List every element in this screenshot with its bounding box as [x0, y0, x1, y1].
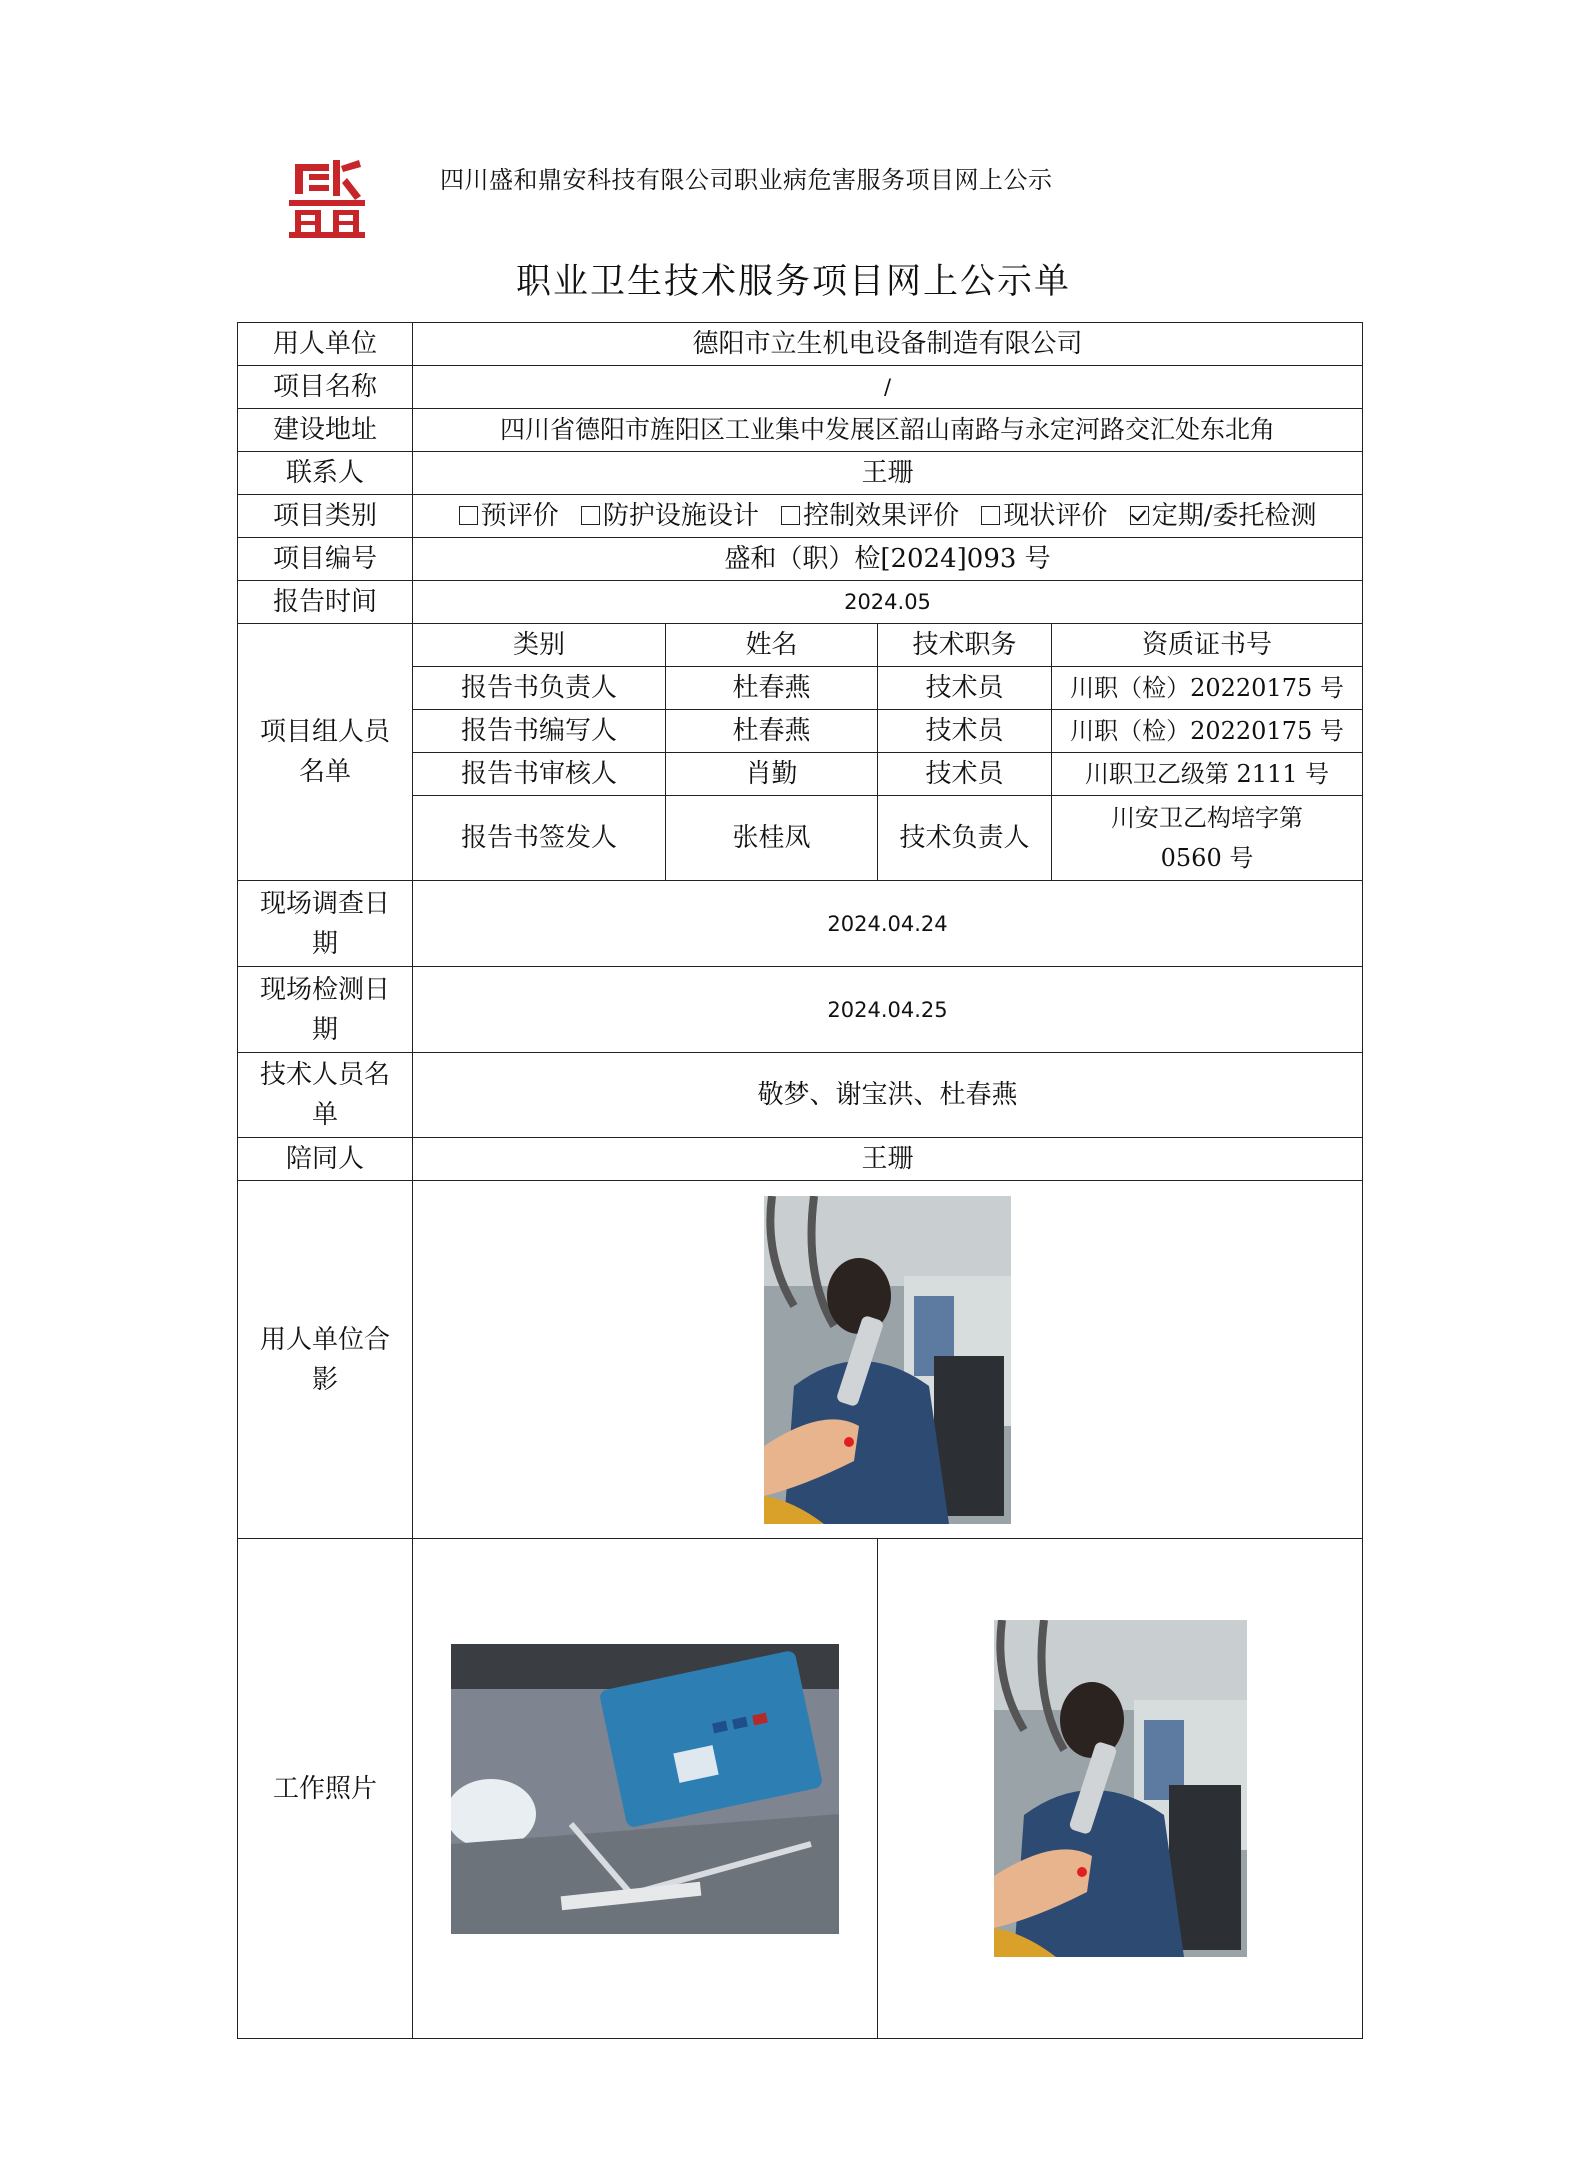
work-photos-label: 工作照片	[238, 1539, 413, 2039]
project-no-value: 盛和（职）检[2024]093 号	[413, 538, 1363, 581]
option-label: 定期/委托检测	[1151, 501, 1317, 531]
option-label: 预评价	[480, 501, 559, 531]
team-label-text: 项目组人员名单	[260, 717, 391, 787]
row-technicians	[238, 1053, 1363, 1138]
team-cell-name: 杜春燕	[666, 710, 878, 753]
group-photo-cell	[413, 1181, 1363, 1539]
team-header-name: 姓名	[666, 624, 878, 667]
category-option-control-effect[interactable]	[781, 501, 959, 531]
work-photo-cell-2	[878, 1539, 1363, 2039]
document-title: 职业卫生技术服务项目网上公示单	[515, 262, 1071, 302]
team-cell-title: 技术员	[878, 753, 1052, 796]
company-header: 四川盛和鼎安科技有限公司职业病危害服务项目网上公示	[440, 166, 1053, 194]
report-time-value: 2024.05	[413, 581, 1363, 624]
survey-date-label	[238, 881, 413, 967]
team-header-title: 技术职务	[878, 624, 1052, 667]
category-option-status-assessment[interactable]	[981, 501, 1107, 531]
team-cell-certificate: 川职（检）20220175 号	[1052, 710, 1363, 753]
address-label: 建设地址	[238, 409, 413, 452]
disclosure-form-table	[237, 322, 1363, 2039]
category-option-periodic-testing[interactable]	[1130, 501, 1317, 531]
row-group-photo	[238, 1181, 1363, 1539]
row-project-no	[238, 538, 1363, 581]
team-cell-role: 报告书审核人	[413, 753, 666, 796]
team-label	[238, 624, 413, 881]
team-header-certificate: 资质证书号	[1052, 624, 1363, 667]
technicians-label-text: 技术人员名单	[259, 1060, 390, 1130]
category-option-pre-assessment[interactable]	[459, 501, 559, 531]
technicians-label	[238, 1053, 413, 1138]
row-address	[238, 409, 1363, 452]
team-header-row	[238, 624, 1363, 667]
team-cell-role: 报告书负责人	[413, 667, 666, 710]
escort-label: 陪同人	[238, 1138, 413, 1181]
project-name-value: /	[413, 366, 1363, 409]
row-report-time	[238, 581, 1363, 624]
escort-value: 王珊	[413, 1138, 1363, 1181]
contact-value: 王珊	[413, 452, 1363, 495]
team-cell-name: 杜春燕	[666, 667, 878, 710]
row-test-date	[238, 967, 1363, 1053]
category-options	[413, 495, 1363, 538]
checkbox-icon	[459, 506, 478, 525]
row-category	[238, 495, 1363, 538]
team-cell-name: 张桂凤	[666, 796, 878, 881]
checkbox-icon	[981, 506, 1000, 525]
row-work-photos	[238, 1539, 1363, 2039]
work-photo-cell-1	[413, 1539, 878, 2039]
team-cell-title: 技术员	[878, 710, 1052, 753]
company-logo-icon	[289, 158, 365, 238]
team-cell-role: 报告书签发人	[413, 796, 666, 881]
checkbox-icon	[581, 506, 600, 525]
category-option-protection-design[interactable]	[581, 501, 759, 531]
test-date-label-text: 现场检测日期	[259, 974, 390, 1045]
group-photo-image	[764, 1196, 1011, 1524]
team-cell-certificate: 川职卫乙级第 2111 号	[1052, 753, 1363, 796]
option-label: 控制效果评价	[803, 501, 960, 531]
group-photo-label-text: 用人单位合影	[259, 1324, 390, 1395]
option-label: 现状评价	[1003, 501, 1108, 531]
survey-date-value: 2024.04.24	[413, 881, 1363, 967]
work-photo-person	[994, 1620, 1247, 1957]
row-employer	[238, 323, 1363, 366]
row-escort	[238, 1138, 1363, 1181]
project-name-label: 项目名称	[238, 366, 413, 409]
team-cell-title: 技术员	[878, 667, 1052, 710]
work-photo-device	[451, 1644, 839, 1934]
row-survey-date	[238, 881, 1363, 967]
option-label: 防护设施设计	[602, 501, 759, 531]
report-time-label: 报告时间	[238, 581, 413, 624]
group-photo-label	[238, 1181, 413, 1539]
team-cell-name: 肖勤	[666, 753, 878, 796]
test-date-label	[238, 967, 413, 1053]
checkbox-icon	[781, 506, 800, 525]
team-header-category: 类别	[413, 624, 666, 667]
team-cell-certificate: 川职（检）20220175 号	[1052, 667, 1363, 710]
test-date-value: 2024.04.25	[413, 967, 1363, 1053]
checked-checkbox-icon	[1130, 506, 1149, 525]
project-no-label: 项目编号	[238, 538, 413, 581]
team-cell-title: 技术负责人	[878, 796, 1052, 881]
row-project-name	[238, 366, 1363, 409]
row-contact	[238, 452, 1363, 495]
survey-date-label-text: 现场调查日期	[259, 888, 390, 959]
certificate-text: 川安卫乙构培字第 0560 号	[1111, 804, 1303, 872]
team-cell-certificate	[1052, 796, 1363, 881]
address-value: 四川省德阳市旌阳区工业集中发展区韶山南路与永定河路交汇处东北角	[413, 409, 1363, 452]
team-cell-role: 报告书编写人	[413, 710, 666, 753]
category-label: 项目类别	[238, 495, 413, 538]
technicians-value: 敬梦、谢宝洪、杜春燕	[413, 1053, 1363, 1138]
employer-label: 用人单位	[238, 323, 413, 366]
contact-label: 联系人	[238, 452, 413, 495]
employer-value: 德阳市立生机电设备制造有限公司	[413, 323, 1363, 366]
